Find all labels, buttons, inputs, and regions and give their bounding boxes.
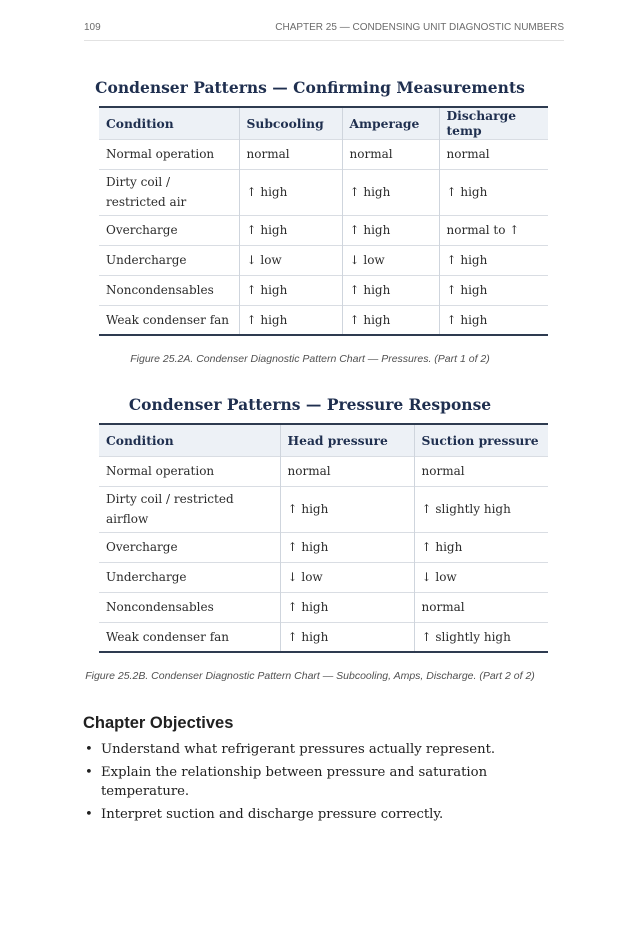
table-row [99,592,548,622]
table-cell: Weak condenser fan [99,622,280,652]
table-cell: normal to ↑ [439,215,548,245]
table-cell: ↑ high [342,169,439,215]
page-number: 109 [84,22,101,33]
table-cell: ↓ low [280,562,414,592]
table-cell: ↓ low [239,245,342,275]
table-cell: ↑ high [280,622,414,652]
table-cell: ↑ high [439,169,548,215]
table-row [99,275,548,305]
column-header: Subcooling [239,107,342,139]
table-cell: ↑ high [239,275,342,305]
measurements-table [99,106,548,336]
objective-text: Interpret suction and discharge pressure correctly. [101,807,444,822]
table-cell: ↑ high [414,532,548,562]
table-row [99,215,548,245]
table-cell: ↑ slightly high [414,486,548,532]
table-cell: normal [342,139,439,169]
table-header-row [99,107,548,139]
pressure-response-table [99,423,548,653]
figure-2-caption: Figure 25.2B. Condenser Diagnostic Pattern Chart — Subcooling, Amps, Discharge. (Part 2 of 2) [85,670,535,682]
table-cell: Undercharge [99,245,239,275]
table-cell: ↑ high [342,215,439,245]
objective-item [83,763,523,801]
table-cell: ↑ high [439,275,548,305]
table-cell: ↑ high [439,305,548,335]
table-row [99,562,548,592]
table-cell: normal [439,139,548,169]
table-row [99,169,548,215]
bullet-icon: • [85,742,93,757]
table-cell: ↑ high [239,305,342,335]
bullet-icon: • [85,807,93,822]
table-cell: ↑ high [439,245,548,275]
table-cell: ↑ high [342,275,439,305]
table-row [99,486,548,532]
table-cell: Overcharge [99,532,280,562]
figure-2-title: Condenser Patterns — Pressure Response [128,395,492,414]
objectives-heading: Chapter Objectives [83,714,234,732]
table-cell: ↑ high [280,532,414,562]
table-cell: ↑ high [239,169,342,215]
table-row [99,456,548,486]
table-cell: Dirty coil / restricted air [99,169,239,215]
figure-1-caption: Figure 25.2A. Condenser Diagnostic Pattern Chart — Pressures. (Part 1 of 2) [130,353,490,365]
table-cell: normal [414,592,548,622]
table-row [99,245,548,275]
column-header: Amperage [342,107,439,139]
table-cell: ↑ slightly high [414,622,548,652]
column-header: Condition [99,424,280,456]
objectives-list [83,740,523,828]
objective-text: Explain the relationship between pressure and saturation temperature. [101,765,488,799]
table-cell: ↓ low [414,562,548,592]
table-cell: Overcharge [99,215,239,245]
table-cell: ↑ high [239,215,342,245]
table-row [99,305,548,335]
table-header-row [99,424,548,456]
table-cell: ↑ high [280,592,414,622]
table-cell: normal [280,456,414,486]
table-cell: Noncondensables [99,275,239,305]
table-row [99,532,548,562]
table-cell: ↑ high [342,305,439,335]
column-header: Head pressure [280,424,414,456]
objective-item [83,740,523,759]
bullet-icon: • [85,765,93,780]
column-header: Discharge temp [439,107,548,139]
running-chapter-title: CHAPTER 25 — CONDENSING UNIT DIAGNOSTIC NUMBERS [275,22,564,33]
column-header: Suction pressure [414,424,548,456]
column-header: Condition [99,107,239,139]
table-cell: Weak condenser fan [99,305,239,335]
figure-1-title: Condenser Patterns — Confirming Measurements [95,78,525,97]
table-cell: normal [239,139,342,169]
table-cell: Undercharge [99,562,280,592]
table-row [99,622,548,652]
table-cell: Normal operation [99,456,280,486]
page-header [84,22,564,41]
table-cell: ↓ low [342,245,439,275]
table-cell: Noncondensables [99,592,280,622]
objective-text: Understand what refrigerant pressures actually represent. [101,742,496,757]
table-cell: ↑ high [280,486,414,532]
table-cell: Normal operation [99,139,239,169]
table-row [99,139,548,169]
table-cell: normal [414,456,548,486]
objective-item [83,805,523,824]
table-cell: Dirty coil / restricted airflow [99,486,280,532]
